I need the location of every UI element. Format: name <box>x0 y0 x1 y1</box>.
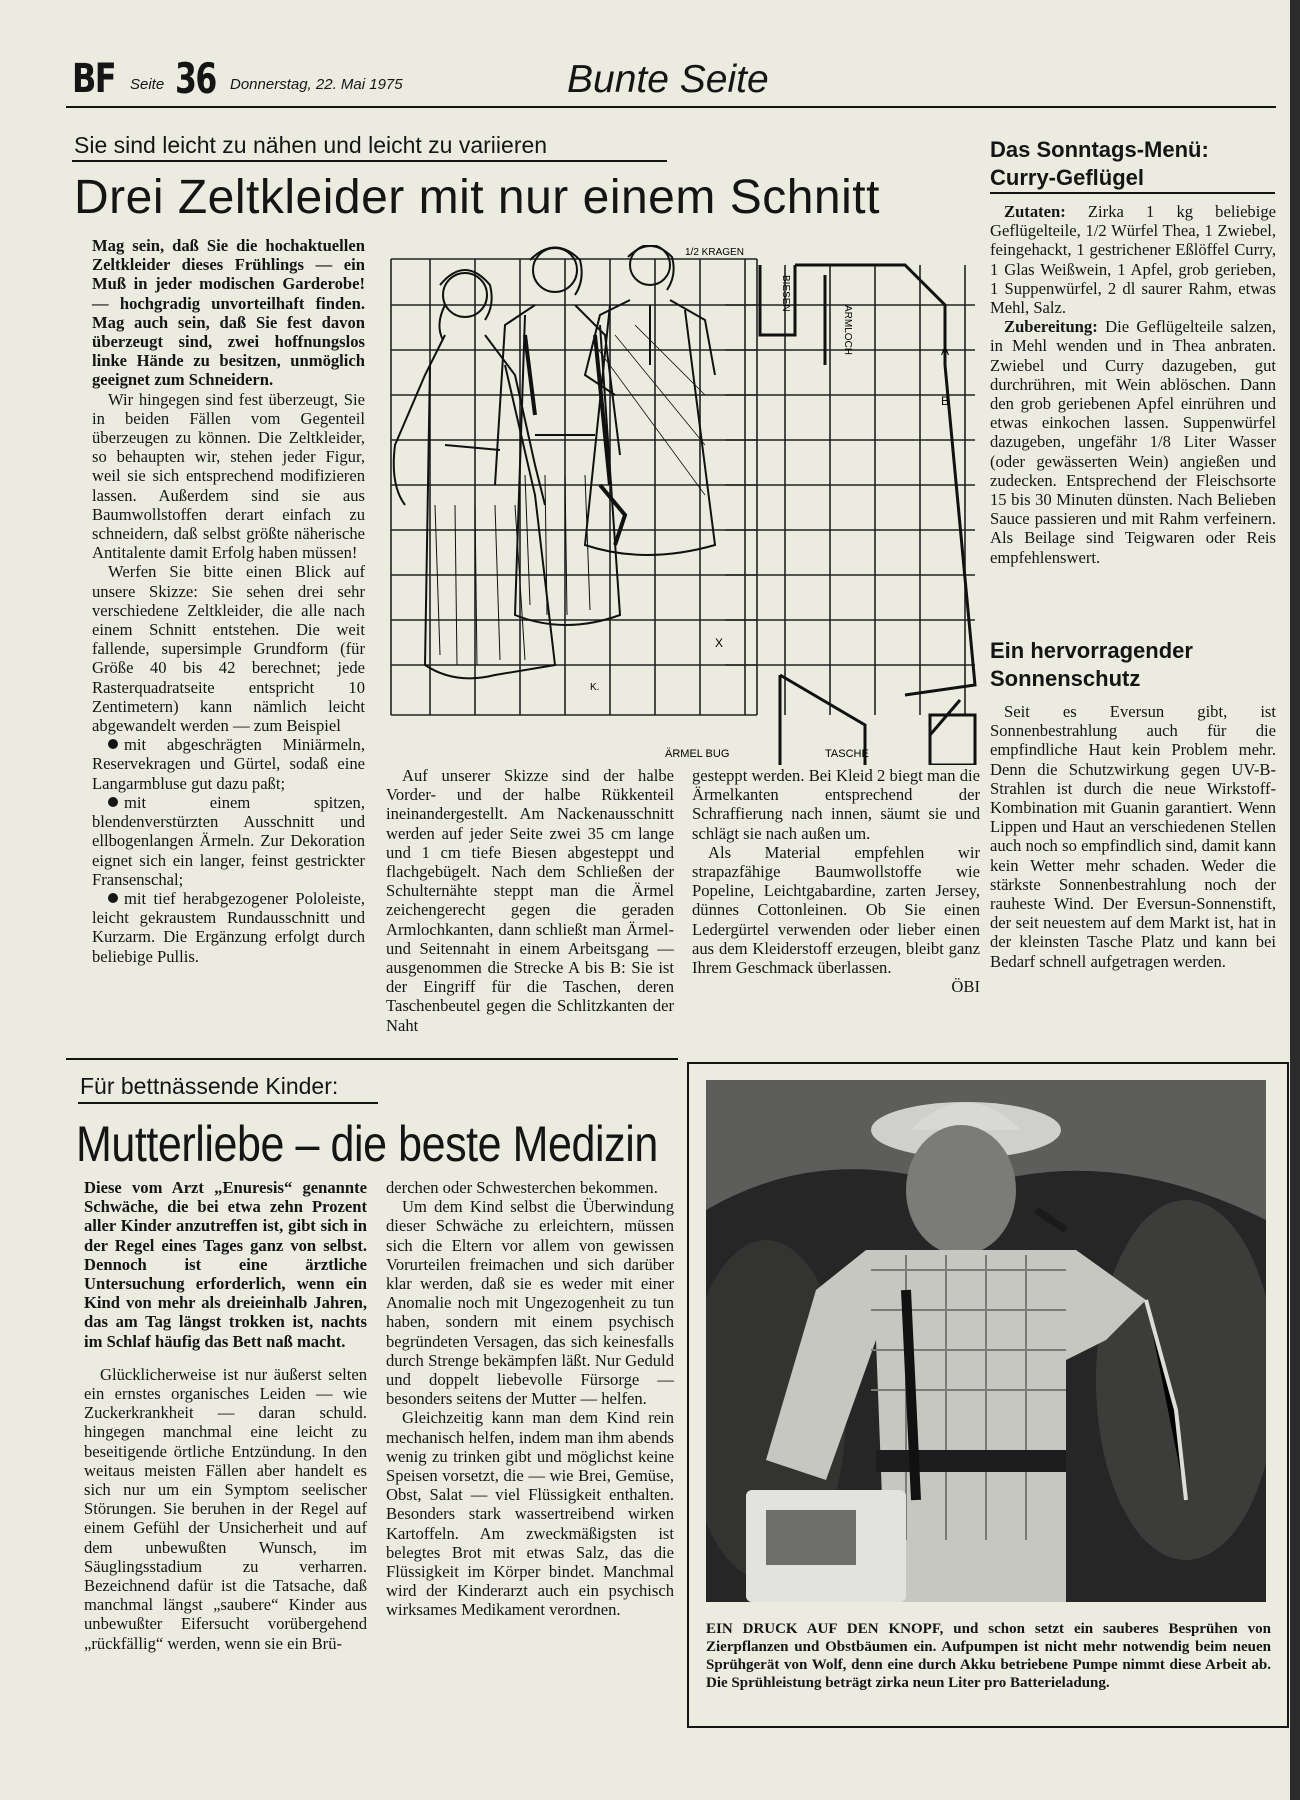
article1-bullet: mit einem spitzen, blendenverstürzten Ausschnitt und ellbogenlangen Ärmeln. Zur Dekoration eignet sich ein langer, feinst gestrickter Fransenschal; <box>92 792 365 889</box>
label-aermel-bug: ÄRMEL BUG <box>665 748 730 760</box>
label-x: X <box>715 636 724 650</box>
dress-pattern-illustration <box>385 245 985 765</box>
header-rule <box>66 106 1276 108</box>
zubereitung-text: Die Geflügelteile salzen, in Mehl wenden und in Thea anbraten. Zwiebel und Curry dazugeben, gut durchrühren, mit Wein ablöschen. Dann den grob geriebenen Apfel einrühren und etwas einkochen lassen. Suppenwürfel dazugeben, ungefähr 1/8 Liter Wasser (oder gewässerten Wein) angießen und zudecken. Entsprechend der Fleischsorte 15 bis 30 Minuten dünsten. Nach Belieben Sauce passieren und mit Rahm verfeinern. Als Beilage sind Teigwaren oder Reis empfehlenswert. <box>990 317 1276 567</box>
garden-sprayer-photo <box>706 1080 1266 1602</box>
article1-paragraph: Als Material empfehlen wir strapazfähige Baumwollstoffe wie Popeline, Leichtgabardine, zarten Jersey, dünnes Cottonleinen. Ob Sie einen Ledergürtel verwenden oder lieber einen aus dem Kleiderstoff erzeugen, bleibt ganz Ihrem Geschmack überlassen. <box>692 842 980 978</box>
article2-kicker: Für bettnässende Kinder: <box>80 1073 339 1099</box>
sidebar2-title: Ein hervorragender Sonnenschutz <box>990 638 1193 691</box>
article2-column-2 <box>386 1178 674 1620</box>
page-number: 36 <box>175 54 216 103</box>
article1-bullet: mit abgeschrägten Miniärmeln, Reservekragen und Gürtel, sodaß eine Langarmbluse gut dazu paßt; <box>92 735 365 793</box>
article1-column-2 <box>386 766 674 1035</box>
kicker-underline <box>72 160 667 162</box>
sidebar1-underline <box>990 192 1275 194</box>
label-tasche: TASCHE <box>825 748 869 760</box>
pattern-grid <box>391 259 975 715</box>
label-biesen: BIESEN <box>780 275 791 312</box>
bullet-icon <box>108 893 118 903</box>
bullet-icon <box>108 797 118 807</box>
article1-headline: Drei Zeltkleider mit nur einem Schnitt <box>74 171 880 224</box>
article1-paragraph: Wir hingegen sind fest überzeugt, Sie in beiden Fällen vom Gegenteil überzeugen zu können. Die Zeltkleider, so behaupten wir, stehen jeder Figur, weil sie sich entsprechend modifizieren lassen. Außerdem sind sie aus Baumwollstoffen derart einfach zu schneidern, daß selbst größte näherische Antitalente damit Erfolg haben müssen! <box>92 389 365 563</box>
sidebar2-text: Seit es Eversun gibt, ist Sonnenbestrahlung auch für die empfindliche Haut kein Problem mehr. Denn die Schutzwirkung gegen UV-B-Strahlen ist durch die neue Wirkstoff-Kombination mit Guanin garantiert. Wenn Lippen und Haut an verschiedenen Stellen auch noch so empfindlich sind, damit kann kein Wetter mehr schaden. Weder die stärkste Sonnenbestrahlung noch der rauheste Wind. Der Eversun-Sonnenstift, der seit neuestem auf dem Markt ist, hat in der kleinsten Tasche Platz und kann bei Bedarf schnell aufgetragen werden. <box>990 702 1276 971</box>
article1-signature: ÖBI <box>951 977 980 997</box>
kicker2-underline <box>78 1102 378 1104</box>
pattern-outline <box>760 265 975 765</box>
article1-kicker: Sie sind leicht zu nähen und leicht zu variieren <box>74 132 548 158</box>
article1-paragraph: Werfen Sie bitte einen Blick auf unsere Skizze: Sie sehen drei sehr verschiedene Zeltkleider, die alle nach einem Schnitt entstehen. Die weit fallende, supersimple Grundform (für Größe 40 bis 42 berechnet; jede Rasterquadratseite entspricht 10 Zentimetern) kann nämlich leicht abgewandelt werden — zum Beispiel <box>92 562 365 736</box>
label-b: B <box>941 394 950 408</box>
article1-bullet: mit tief herabgezogener Pololeiste, leicht gekraustem Rundausschnitt und Kurzarm. Die Ergänzung erfolgt durch beliebige Pullis. <box>92 888 365 966</box>
sidebar1-body <box>990 202 1276 567</box>
article2-paragraph: Glücklicherweise ist nur äußerst selten ein ernstes organisches Leiden — wie Zuckerkrankheit — daran schuld. hingegen manchmal eine leicht zu beseitigende örtliche Entzündung. In den weitaus meisten Fällen aber handelt es sich nur um ein Symptom seelischer Störungen. Sie beruhen in der Regel auf einem Gefühl der Unsicherheit und auf dem unbewußten Wunsch, im Säuglingsstadium zu verharren. Bezeichnend dafür ist die Tatsache, daß manchmal längst „saubere“ Kinder aus unbewußter Eifersucht vorübergehend „rückfällig“ werden, wenn sie ein Brü- <box>84 1364 367 1653</box>
article1-column-3 <box>692 766 980 996</box>
sidebar1-title: Das Sonntags-Menü: Curry-Geflügel <box>990 137 1209 190</box>
label-k: K. <box>590 682 600 693</box>
section-rule <box>66 1058 678 1060</box>
article1-paragraph: Auf unserer Skizze sind der halbe Vorder- und der halbe Rükkenteil ineinandergestellt. Am Nackenausschnitt werden auf jeder Seite zwei 35 cm lange und 1 cm tiefe Biesen abgesteppt und flachgebügelt. Nach dem Schließen der Schulternähte steppt man die Ärmel zeichengerecht gegen die geraden Armlochkanten, dann schließt man Ärmel- und Seitennaht in einem Arbeitsgang — ausgenommen die Strecke A bis B: Sie ist der Eingriff für die Taschen, deren Taschenbeutel gegen die Schlitzkanten der Naht <box>386 766 674 1035</box>
article2-column-1 <box>84 1178 367 1653</box>
article2-lead: Diese vom Arzt „Enuresis“ genannte Schwäche, die bei etwa zehn Prozent aller Kinder anzutreffen ist, gibt sich in der Regel eines Tages ganz von selbst. Dennoch ist eine ärztliche Untersuchung erforderlich, wenn ein Kind von mehr als dreieinhalb Jahren, das am Tag längst trokken ist, nachts im Schlaf häufig das Bett naß macht. <box>84 1178 367 1351</box>
page-header <box>72 52 1272 104</box>
dress-2-sketch <box>495 248 620 626</box>
seite-label: Seite <box>130 76 165 93</box>
zubereitung-label: Zubereitung: <box>1004 317 1098 337</box>
photo-caption: EIN DRUCK AUF DEN KNOPF, und schon setzt ein sauberes Besprühen von Zierpflanzen und Obstbäumen ein. Aufpumpen ist nicht mehr notwendig beim neuen Sprühgerät von Wolf, denn eine durch Akku betriebene Pumpe nimmt diese Arbeit ab. Die Sprühleistung beträgt zirka neun Liter pro Batterieladung. <box>706 1621 1271 1691</box>
article1-column-1 <box>92 236 365 966</box>
sidebar2-body <box>990 702 1276 971</box>
section-title: Bunte Seite <box>567 58 769 101</box>
page-edge <box>1290 0 1300 1800</box>
newspaper-logo: BF <box>72 56 116 102</box>
article2-paragraph: Gleichzeitig kann man dem Kind rein mechanisch helfen, indem man ihm abends wenig zu trinken gibt und möglichst keine Speisen vorsetzt, die — wie Brei, Gemüse, Obst, Salat — viel Flüssigkeit enthalten. Besonders stark wassertreibend wirken Kartoffeln. Am zweckmäßigsten ist belegtes Brot mit etwas Salz, das die Flüssigkeit im Körper bindet. Manchmal wird der Kinderarzt auch ein psychisch wirksames Medikament verordnen. <box>386 1408 674 1620</box>
label-a: A <box>941 344 950 358</box>
zutaten-text: Zirka 1 kg beliebige Geflügelteile, 1/2 Würfel Thea, 1 Zwiebel, feingehackt, 1 gestrichener Eßlöffel Curry, 1 Glas Weißwein, 1 Apfel, grob gerieben, 1 Suppenwürfel, 2 dl saurer Rahm, etwas Mehl, Salz. <box>990 202 1276 318</box>
bullet-icon <box>108 739 118 749</box>
label-kragen: 1/2 KRAGEN <box>685 247 744 258</box>
article1-paragraph: gesteppt werden. Bei Kleid 2 biegt man die Ärmelkanten entsprechend der Schraffierung nach innen, säumt sie und schlägt sie nach außen um. <box>692 766 980 843</box>
article1-lead: Mag sein, daß Sie die hochaktuellen Zeltkleider dieses Frühlings — ein Muß in jeder modischen Garderobe! — hochgradig unvorteilhaft finden. Mag auch sein, daß Sie fest davon überzeugt sind, zwei hoffnungslos linke Hände zu besitzen, unmöglich geeignet zum Schneidern. <box>92 236 365 390</box>
article2-paragraph: derchen oder Schwesterchen bekommen. <box>386 1178 658 1197</box>
zutaten-label: Zutaten: <box>1004 202 1066 221</box>
article2-headline: Mutterliebe – die beste Medizin <box>76 1116 658 1172</box>
article2-paragraph: Um dem Kind selbst die Überwindung dieser Schwäche zu erleichtern, müssen sich die Eltern vor allem von gewissen Vorurteilen freimachen und sich darüber klar werden, daß sie es weder mit einer Anomalie noch mit Ungezogenheit zu tun haben, sondern mit einem psychisch begründeten Versagen, das sich keinesfalls durch Strenge bekämpfen läßt. Nur Geduld und doppelt liebevolle Fürsorge — besonders seitens der Mutter — helfen. <box>386 1197 674 1409</box>
issue-date: Donnerstag, 22. Mai 1975 <box>230 76 403 93</box>
label-armloch: ARMLOCH <box>842 305 853 356</box>
